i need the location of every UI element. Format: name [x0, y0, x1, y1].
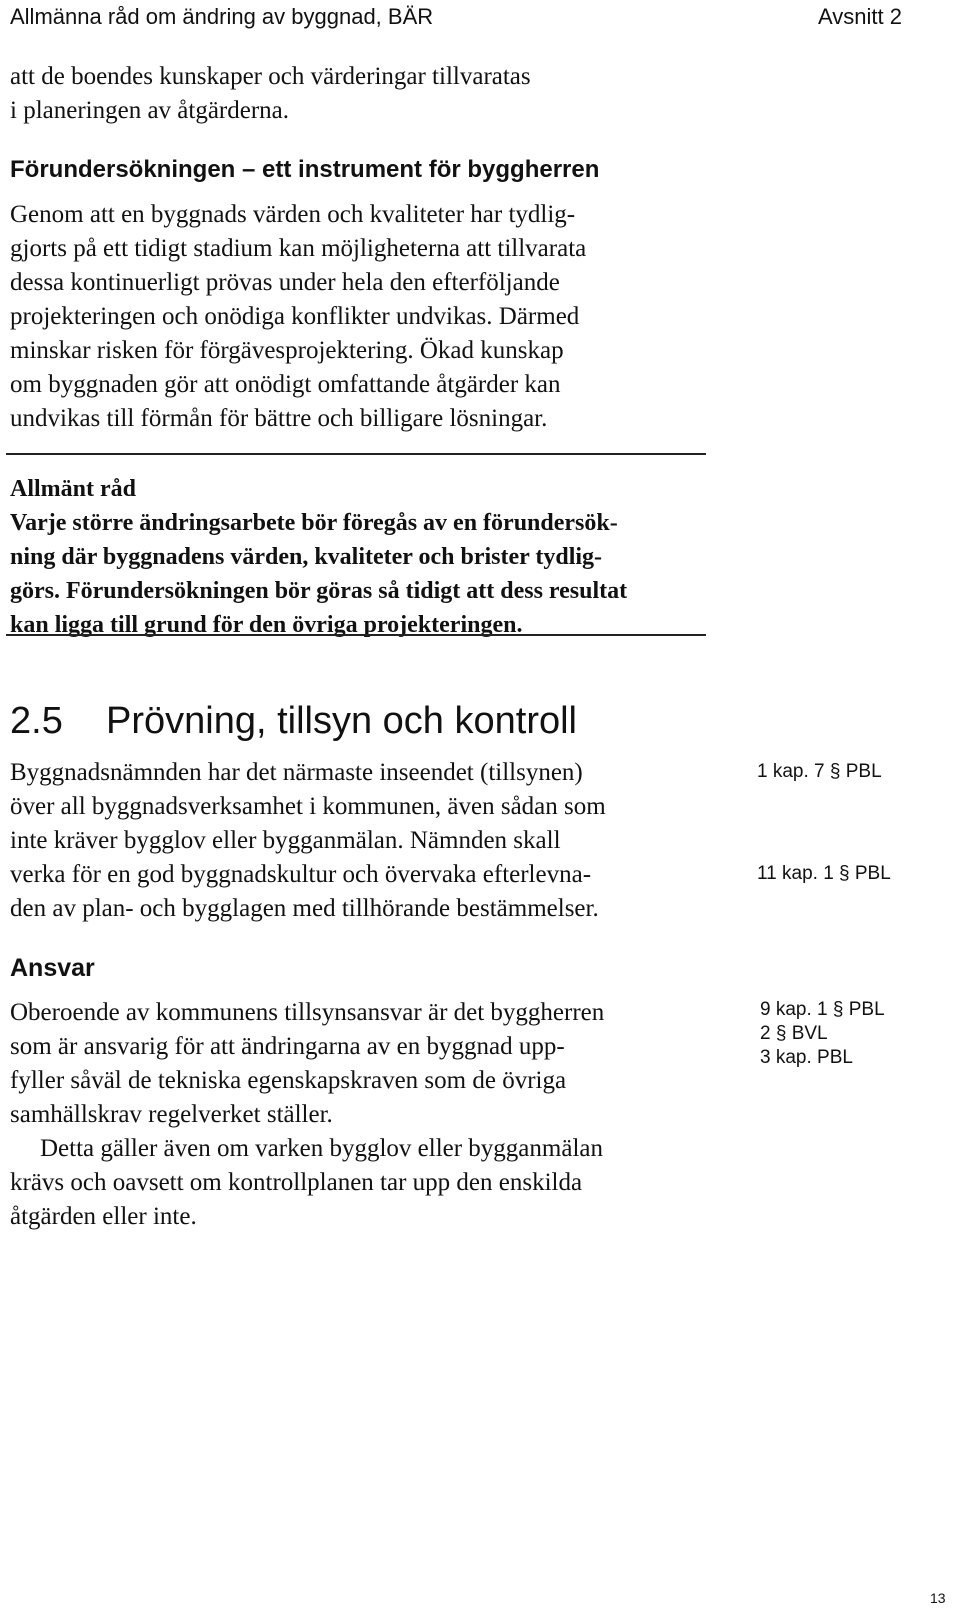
text-line: om byggnaden gör att onödigt omfattande åtgärder kan [10, 371, 561, 398]
text-line: minskar risken för förgävesprojektering. Ökad kunskap [10, 337, 564, 364]
intro-paragraph [10, 60, 531, 128]
margin-reference: 1 kap. 7 § PBL [757, 761, 882, 782]
ansvar-paragraph [10, 996, 604, 1234]
text-line: att de boendes kunskaper och värderingar tillvaratas [10, 63, 531, 90]
text-line: Detta gäller även om varken bygglov eller bygganmälan [40, 1135, 603, 1162]
section-paragraph [10, 756, 606, 926]
text-line: den av plan- och bygglagen med tillhörande bestämmelser. [10, 895, 599, 922]
text-line: som är ansvarig för att ändringarna av en byggnad upp- [10, 1033, 565, 1060]
text-line: verka för en god byggnadskultur och övervaka efterlevna- [10, 861, 592, 888]
advice-line: ning där byggnadens värden, kvaliteter och brister tydlig- [10, 544, 603, 570]
text-line: Oberoende av kommunens tillsynsansvar är det byggherren [10, 999, 605, 1026]
margin-reference: 3 kap. PBL [760, 1047, 853, 1068]
subheading-ansvar: Ansvar [10, 954, 95, 982]
text-line: dessa kontinuerligt prövas under hela den efterföljande [10, 269, 560, 296]
advice-label: Allmänt råd [10, 476, 136, 502]
section-title: Prövning, tillsyn och kontroll [106, 700, 577, 742]
text-line: gjorts på ett tidigt stadium kan möjligheterna att tillvarata [10, 235, 587, 262]
text-line: undvikas till förmån för bättre och billigare lösningar. [10, 405, 548, 432]
text-line: åtgärden eller inte. [10, 1203, 197, 1230]
text-line: krävs och oavsett om kontrollplanen tar upp den enskilda [10, 1169, 583, 1196]
text-line: samhällskrav regelverket ställer. [10, 1101, 333, 1128]
text-line: i planeringen av åtgärderna. [10, 97, 290, 124]
running-header-title: Allmänna råd om ändring av byggnad, BÄR [10, 4, 434, 29]
advice-top-rule [6, 453, 706, 455]
page-number: 13 [930, 1590, 946, 1606]
running-header-section: Avsnitt 2 [818, 4, 902, 29]
margin-reference: 9 kap. 1 § PBL [760, 999, 885, 1020]
text-line: inte kräver bygglov eller bygganmälan. Nämnden skall [10, 827, 561, 854]
advice-line: kan ligga till grund för den övriga projekteringen. [10, 612, 523, 638]
general-advice-box [10, 472, 627, 642]
subheading-forundersokning: Förundersökningen – ett instrument för byggherren [10, 156, 600, 183]
text-line: Byggnadsnämnden har det närmaste inseendet (tillsynen) [10, 759, 583, 786]
forundersokning-paragraph [10, 198, 586, 436]
section-heading [10, 700, 577, 743]
text-line: Genom att en byggnads värden och kvaliteter har tydlig- [10, 201, 576, 228]
text-line: över all byggnadsverksamhet i kommunen, även sådan som [10, 793, 606, 820]
margin-reference: 2 § BVL [760, 1023, 828, 1044]
advice-line: Varje större ändringsarbete bör föregås av en förundersök- [10, 510, 618, 536]
text-line: fyller såväl de tekniska egenskapskraven som de övriga [10, 1067, 567, 1094]
advice-line: görs. Förundersökningen bör göras så tidigt att dess resultat [10, 578, 628, 604]
text-line: projekteringen och onödiga konflikter undvikas. Därmed [10, 303, 580, 330]
section-number: 2.5 [10, 700, 63, 742]
margin-reference: 11 kap. 1 § PBL [757, 863, 891, 884]
advice-bottom-rule [6, 634, 706, 636]
